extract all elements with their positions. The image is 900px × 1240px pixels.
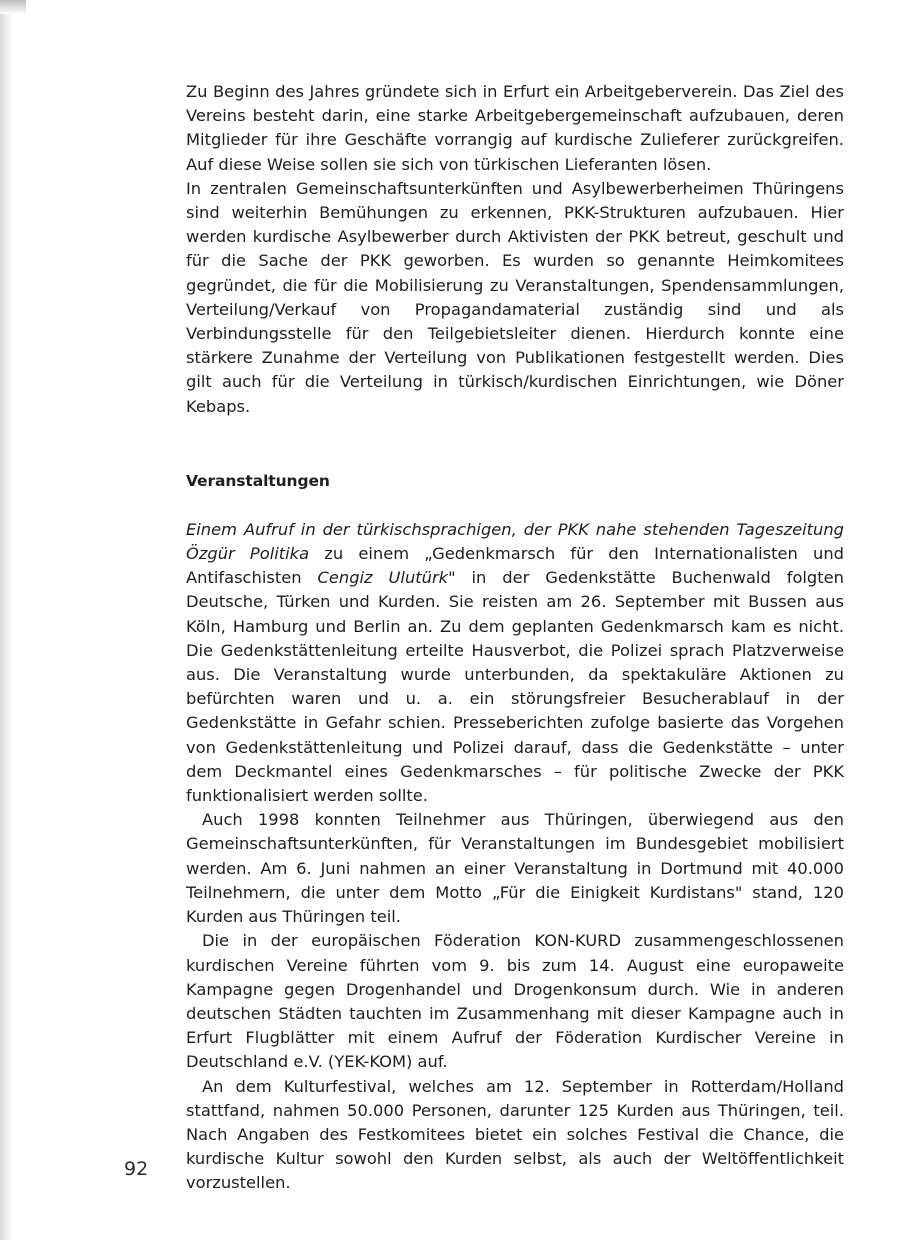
page-body — [186, 80, 844, 1196]
italic-intro: Einem Aufruf in der türkischsprachigen, der PKK nahe stehenden Tageszeitung — [186, 519, 844, 539]
paragraph-arbeitgeberverein: Zu Beginn des Jahres gründete sich in Erfurt ein Arbeitgeberverein. Das Ziel des Vereins besteht darin, eine starke Arbeitgebergemeinschaft aufzubauen, deren Mitglieder für ihre Geschäfte vorrangig auf kurdische Zulieferer zurückgreifen. Auf diese Weise sollen sie sich von türkischen Lieferanten lösen. — [186, 82, 844, 174]
paragraph-gedenkmarsch — [186, 518, 844, 808]
section-heading: Veranstaltungen — [186, 471, 330, 490]
scan-corner-mark — [0, 0, 26, 14]
paragraph-dortmund: Auch 1998 konnten Teilnehmer aus Thüringen, überwiegend aus den Gemeinschaftsunterkünften, für Veranstaltungen im Bundesgebiet mobilisiert werden. Am 6. Juni nahmen an einer Veranstaltung in Dortmund mit 40.000 Teilnehmern, die unter dem Motto „Für die Einigkeit Kurdistans" stand, 120 Kurden aus Thüringen teil. — [186, 810, 844, 927]
paragraph-kulturfestival: An dem Kulturfestival, welches am 12. September in Rotterdam/Holland stattfand, nahmen 50.000 Personen, darunter 125 Kurden aus Thüringen, teil. Nach Angaben des Festkomitees bietet ein solches Festival die Chance, die kurdische Kultur sowohl den Kurden selbst, als auch der Weltöffentlichkeit vorzustellen. — [186, 1076, 844, 1193]
text-segment: zu einem „Gedenkmarsch für den Internationalisten und Antifaschisten — [186, 544, 844, 588]
newspaper-name: Özgür Politika — [186, 544, 310, 564]
paragraph-kampagne: Die in der europäischen Föderation KON-KURD zusammengeschlossenen kurdischen Vereine führten vom 9. bis zum 14. August eine europaweite Kampagne gegen Drogenhandel und Drogenkonsum durch. Wie in anderen deutschen Städten tauchten im Zusammenhang mit dieser Kampagne auch in Erfurt Flugblätter mit einem Aufruf der Föderation Kurdischer Vereine in Deutschland e.V. (YEK-KOM) auf. — [186, 931, 844, 1072]
person-name: Cengiz Ulutürk — [317, 568, 449, 588]
paragraph-gemeinschaftsunterkuenfte: In zentralen Gemeinschaftsunterkünften und Asylbewerberheimen Thüringens sind weiterhin Bemühungen zu erkennen, PKK-Strukturen aufzubauen. Hier werden kurdische Asylbewerber durch Aktivisten der PKK betreut, geschult und für die Sache der PKK geworben. Es wurden so genannte Heimkomitees gegründet, die für die Mobilisierung zu Veranstaltungen, Spendensammlungen, Verteilung/Verkauf von Propagandamaterial zuständig sind und als Verbindungsstelle für den Teilgebietsleiter dienen. Hierdurch konnte eine stärkere Zunahme der Verteilung von Publikationen festgestellt werden. Dies gilt auch für die Verteilung in türkisch/kurdischen Einrichtungen, wie Döner Kebaps. — [186, 178, 844, 416]
scan-shadow-edge — [0, 0, 14, 1240]
page-number: 92 — [124, 1158, 149, 1180]
text-segment: " in der Gedenkstätte Buchenwald folgten Deutsche, Türken und Kurden. Sie reisten am 26. September mit Bussen aus Köln, Hamburg und Berlin an. Zu dem geplanten Gedenkmarsch kam es nicht. Die Gedenkstättenleitung erteilte Hausverbot, die Polizei sprach Platzverweise aus. Die Veranstaltung wurde unterbunden, da spektakuläre Aktionen zu befürchten waren und u. a. ein störungsfreier Besucherablauf in der Gedenkstätte in Gefahr schien. Presseberichten zufolge basierte das Vorgehen von Gedenkstättenleitung und Polizei darauf, dass die Gedenkstätte – unter dem Deckmantel eines Gedenkmarsches – für politische Zwecke der PKK funktionalisiert werden sollte. — [186, 568, 844, 806]
